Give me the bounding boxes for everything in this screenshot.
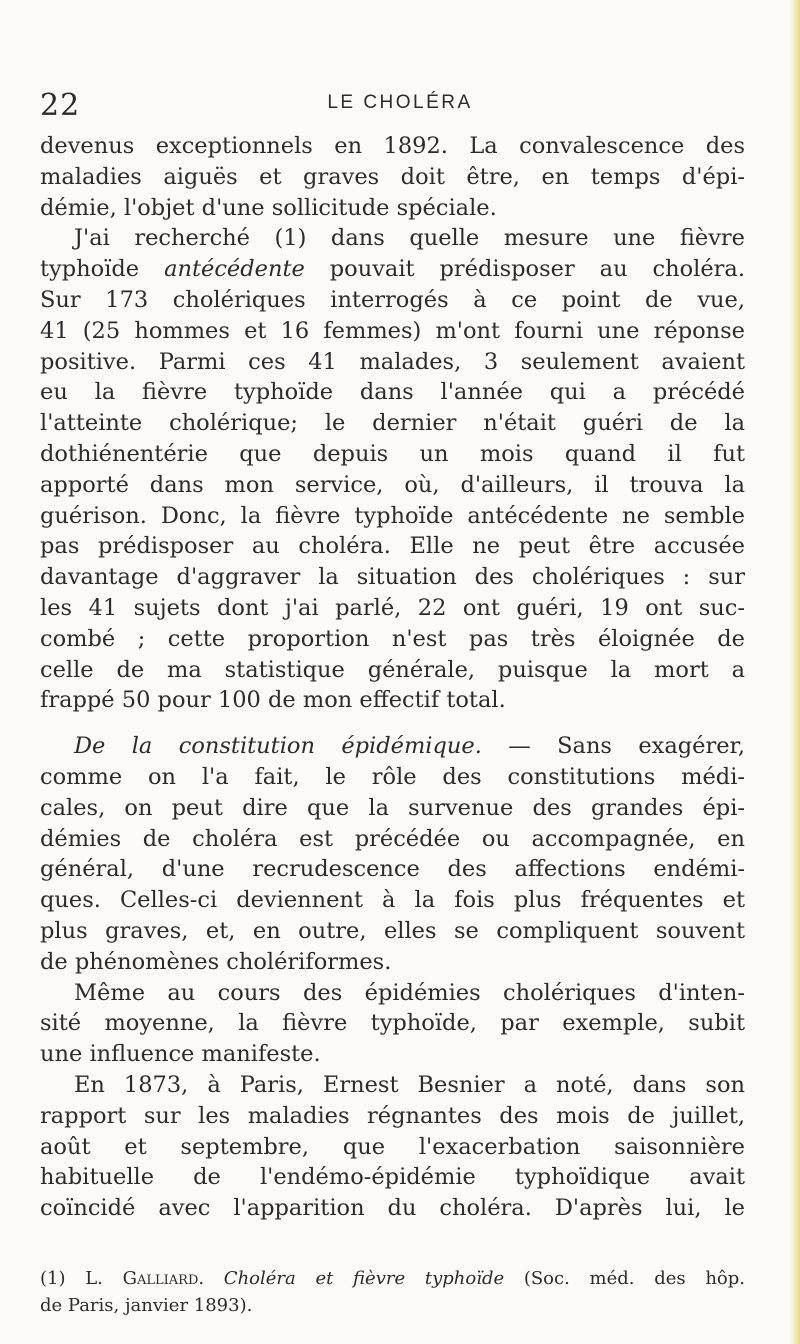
text-line: démie, l'objet d'une sollicitude spéciale. [40, 194, 497, 221]
text-line: sité moyenne, la fièvre typhoïde, par exemple, subit [40, 1010, 745, 1037]
text-line: les 41 sujets dont j'ai parlé, 22 ont guéri, 19 ont suc- [40, 594, 745, 621]
text-line: dothiénentérie que depuis un mois quand il fut [40, 440, 745, 467]
emphasis: antécédente [164, 256, 305, 283]
text-line: positive. Parmi ces 41 malades, 3 seulement avaient [40, 348, 745, 375]
text-line: guérison. Donc, la fièvre typhoïde antécédente ne semble [40, 502, 745, 529]
text-line: apporté dans mon service, où, d'ailleurs, il trouva la [40, 471, 745, 498]
footnote-author: Galliard. [122, 1268, 205, 1289]
text-line: une influence manifeste. [40, 1041, 321, 1068]
body-text [40, 131, 745, 1224]
footnote-line: de Paris, janvier 1893). [40, 1295, 253, 1316]
text-line: coïncidé avec l'apparition du choléra. D'après lui, le [40, 1195, 745, 1222]
text-line: eu la fièvre typhoïde dans l'année qui a précédé [40, 379, 745, 406]
text-run: pouvait prédisposer au choléra. [304, 256, 745, 283]
footnote-title: Choléra et fièvre typhoïde [204, 1268, 505, 1289]
text-line: comme on l'a fait, le rôle des constitutions médi- [40, 763, 745, 790]
text-line [40, 254, 745, 285]
text-line: En 1873, à Paris, Ernest Besnier a noté, dans son [74, 1071, 745, 1098]
text-line: Sur 173 cholériques interrogés à ce point de vue, [40, 286, 745, 313]
text-line: l'atteinte cholérique; le dernier n'était guéri de la [40, 410, 745, 437]
text-line [40, 731, 745, 762]
page-number: 22 [40, 88, 81, 123]
text-line: combé ; cette proportion n'est pas très éloignée de [40, 625, 745, 652]
text-run: typhoïde [40, 256, 165, 283]
text-line: cales, on peut dire que la survenue des grandes épi- [40, 794, 745, 821]
text-line: habituelle de l'endémo-épidémie typhoïdique avait [40, 1164, 745, 1191]
text-line: ques. Celles-ci deviennent à la fois plus fréquentes et [40, 887, 745, 914]
text-line: celle de ma statistique générale, puisque la mort a [40, 656, 745, 683]
footnote-marker: (1) L. [40, 1268, 123, 1289]
text-line: frappé 50 pour 100 de mon effectif total. [40, 687, 506, 714]
text-line: 41 (25 hommes et 16 femmes) m'ont fourni une réponse [40, 317, 745, 344]
text-line: général, d'une recrudescence des affections endémi- [40, 856, 745, 883]
text-line: Même au cours des épidémies cholériques d'inten- [74, 979, 745, 1006]
text-line: pas prédisposer au choléra. Elle ne peut être accusée [40, 533, 745, 560]
text-line: rapport sur les maladies régnantes des mois de juillet, [40, 1102, 745, 1129]
footnote-line [40, 1265, 745, 1292]
text-line: démies de choléra est précédée ou accompagnée, en [40, 825, 745, 852]
running-header [0, 88, 800, 122]
page-edge [790, 0, 800, 1344]
section-heading: De la constitution épidémique. [74, 733, 482, 760]
text-line: maladies aiguës et graves doit être, en temps d'épi- [40, 163, 745, 190]
text-line: J'ai recherché (1) dans quelle mesure une fièvre [74, 225, 745, 252]
text-line: devenus exceptionnels en 1892. La convalescence des [40, 133, 745, 159]
text-line: davantage d'aggraver la situation des cholériques : sur [40, 564, 745, 591]
text-line: de phénomènes cholériformes. [40, 948, 392, 975]
text-line: août et septembre, que l'exacerbation saisonnière [40, 1133, 745, 1160]
text-run: — Sans exagérer, [481, 733, 745, 760]
footnote [40, 1265, 745, 1319]
text-line: plus graves, et, en outre, elles se compliquent souvent [40, 917, 745, 944]
footnote-source: (Soc. méd. des hôp. [504, 1268, 745, 1289]
header-title: LE CHOLÉRA [327, 92, 473, 113]
